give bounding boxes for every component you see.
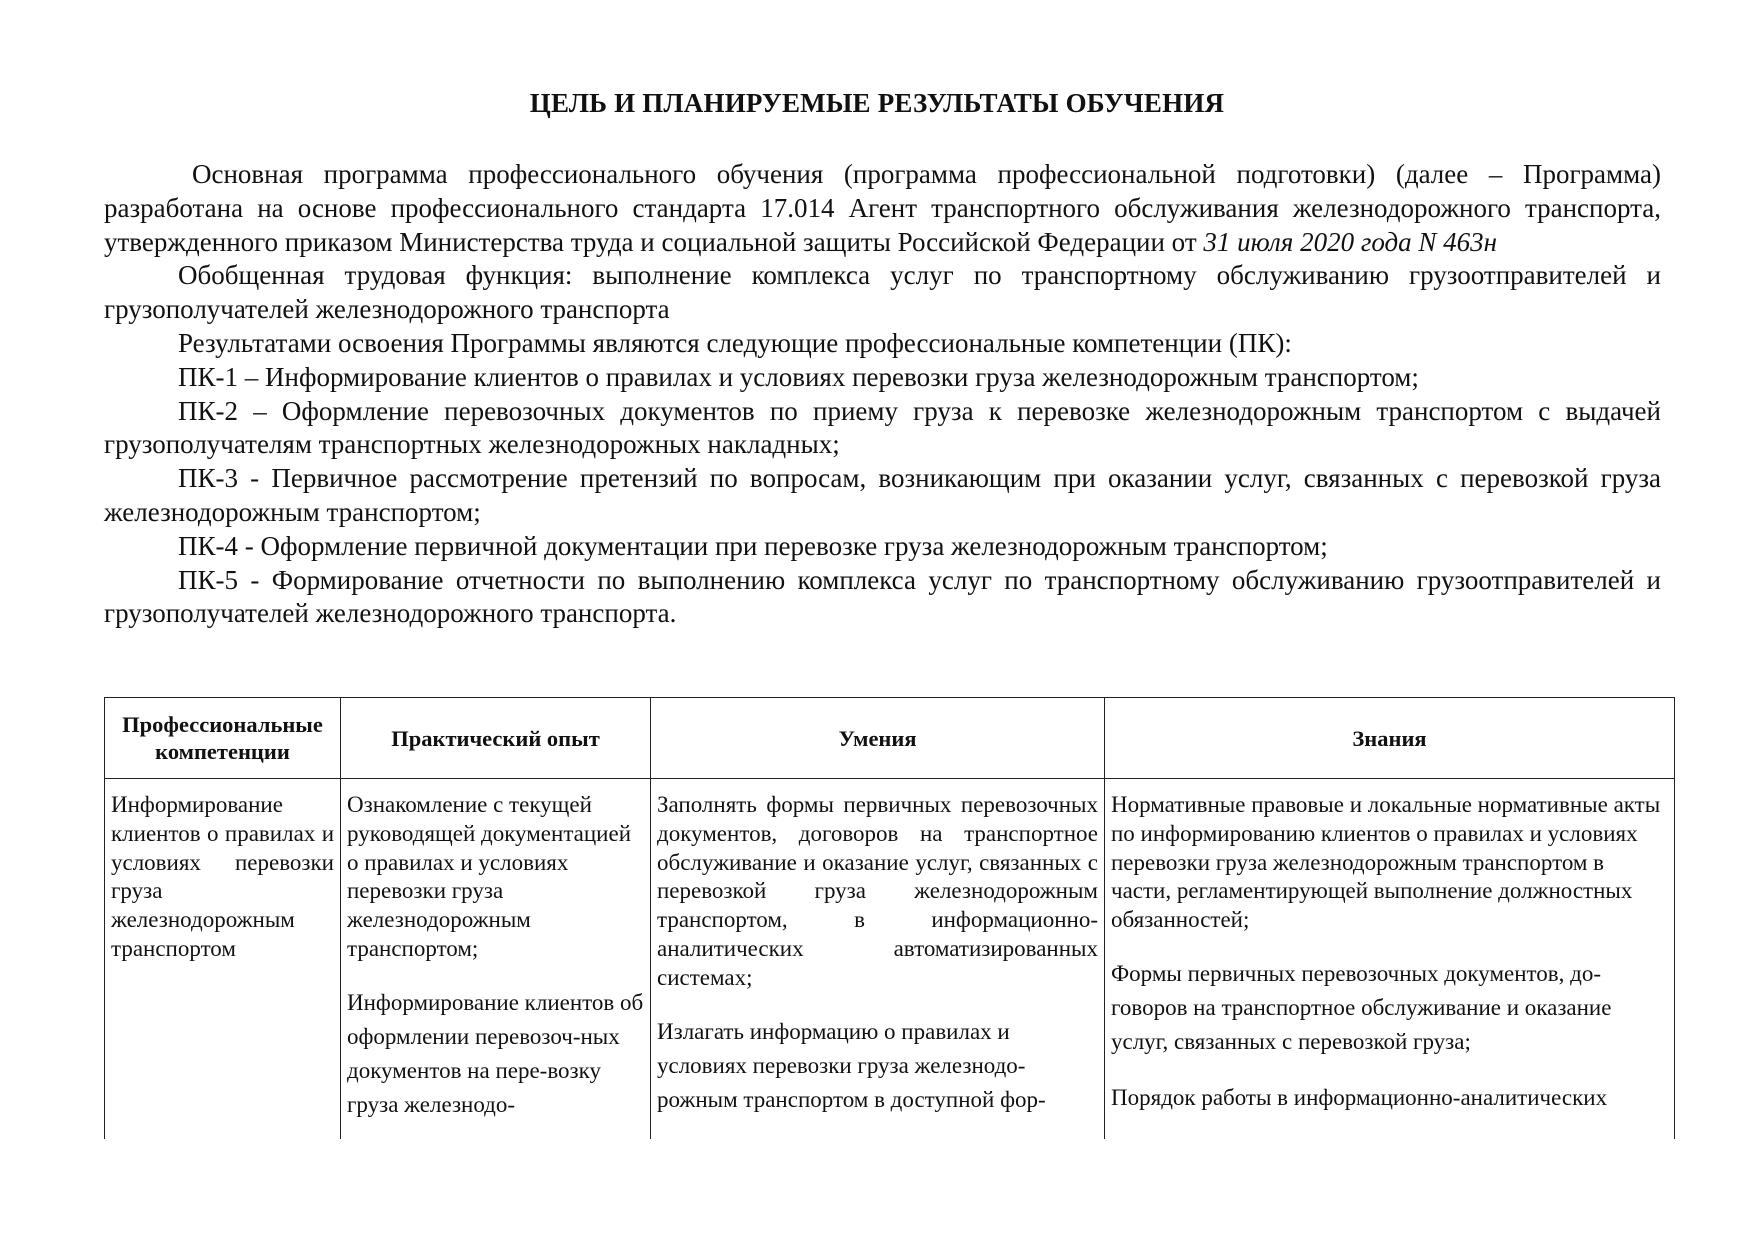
page-title: ЦЕЛЬ И ПЛАНИРУЕМЫЕ РЕЗУЛЬТАТЫ ОБУЧЕНИЯ <box>529 88 1225 118</box>
cell-knowledge <box>1105 779 1675 1140</box>
cell-experience <box>341 779 651 1140</box>
body-text <box>104 158 1661 631</box>
labor-function-paragraph: Обобщенная трудовая функция: выполнение комплекса услуг по транспортному обслуживанию грузоотправителей и грузополучателей железнодорожного транспорта <box>104 260 1661 325</box>
header-skills: Умения <box>651 698 1105 779</box>
intro-text: Основная программа профессионального обучения (программа профессиональной подготовки) (далее – Программа) разработана на основе профессионального стандарта 17.014 Агент транспортного обслуживания железнодорожного транспорта, утвержденного приказом Министерства труда и социальной защиты Российской Федерации от <box>104 159 1661 257</box>
intro-order-reference: 31 июля 2020 года N 463н <box>1203 226 1498 257</box>
table-header-row <box>105 698 1675 779</box>
experience-item: Информирование клиентов об оформлении перевозоч-ных документов на пере-возку груза железнодо- <box>347 989 644 1117</box>
competence-pk5: ПК-5 - Формирование отчетности по выполнению комплекса услуг по транспортному обслуживанию грузоотправителей и грузополучателей железнодорожного транспорта. <box>104 564 1661 629</box>
competence-pk4: ПК-4 - Оформление первичной документации при перевозке груза железнодорожным транспортом; <box>178 530 1328 561</box>
skills-item: Заполнять формы первичных перевозочных документов, договоров на транспортное обслуживание и оказание услуг, связанных с перевозкой груза железнодорожным транспортом, в информационно-аналитических автоматизированных системах; <box>657 792 1098 990</box>
header-knowledge: Знания <box>1105 698 1675 779</box>
competence-pk3: ПК-3 - Первичное рассмотрение претензий по вопросам, возникающим при оказании услуг, связанных с перевозкой груза железнодорожным транспортом; <box>104 463 1661 527</box>
intro-paragraph <box>104 158 1661 259</box>
experience-item: Ознакомление с текущей руководящей документацией о правилах и условиях перевозки груза железнодорожным транспортом; <box>347 792 631 961</box>
competence-text: Информирование клиентов о правилах и условиях перевозки груза железнодорожным транспортом <box>111 792 334 961</box>
results-intro-paragraph: Результатами освоения Программы являются следующие профессиональные компетенции (ПК): <box>178 327 1292 358</box>
header-practical-experience: Практический опыт <box>341 698 651 779</box>
cell-skills <box>651 779 1105 1140</box>
header-competencies: Профессиональные компетенции <box>105 698 341 779</box>
cell-competence <box>105 779 341 1140</box>
skills-item: Излагать информацию о правилах и условиях перевозки груза железнодо-рожным транспортом в доступной фор- <box>657 1018 1046 1112</box>
table-row <box>105 779 1675 1140</box>
knowledge-item: Нормативные правовые и локальные нормативные акты по информированию клиентов о правилах и условиях перевозки груза железнодорожным транспортом в части, регламентирующей выполнение должностных обязанностей; <box>1111 792 1661 933</box>
competence-pk2: ПК-2 – Оформление перевозочных документов по приему груза к перевозке железнодорожным транспортом с выдачей грузополучателям транспортных железнодорожных накладных; <box>104 395 1661 460</box>
competence-pk1: ПК-1 – Информирование клиентов о правилах и условиях перевозки груза железнодорожным транспортом; <box>178 361 1419 392</box>
knowledge-item: Порядок работы в информационно-аналитических <box>1111 1084 1608 1110</box>
knowledge-item: Формы первичных перевозочных документов, до-говоров на транспортное обслуживание и оказание услуг, связанных с перевозкой груза; <box>1111 960 1612 1054</box>
competencies-table <box>104 697 1675 1139</box>
